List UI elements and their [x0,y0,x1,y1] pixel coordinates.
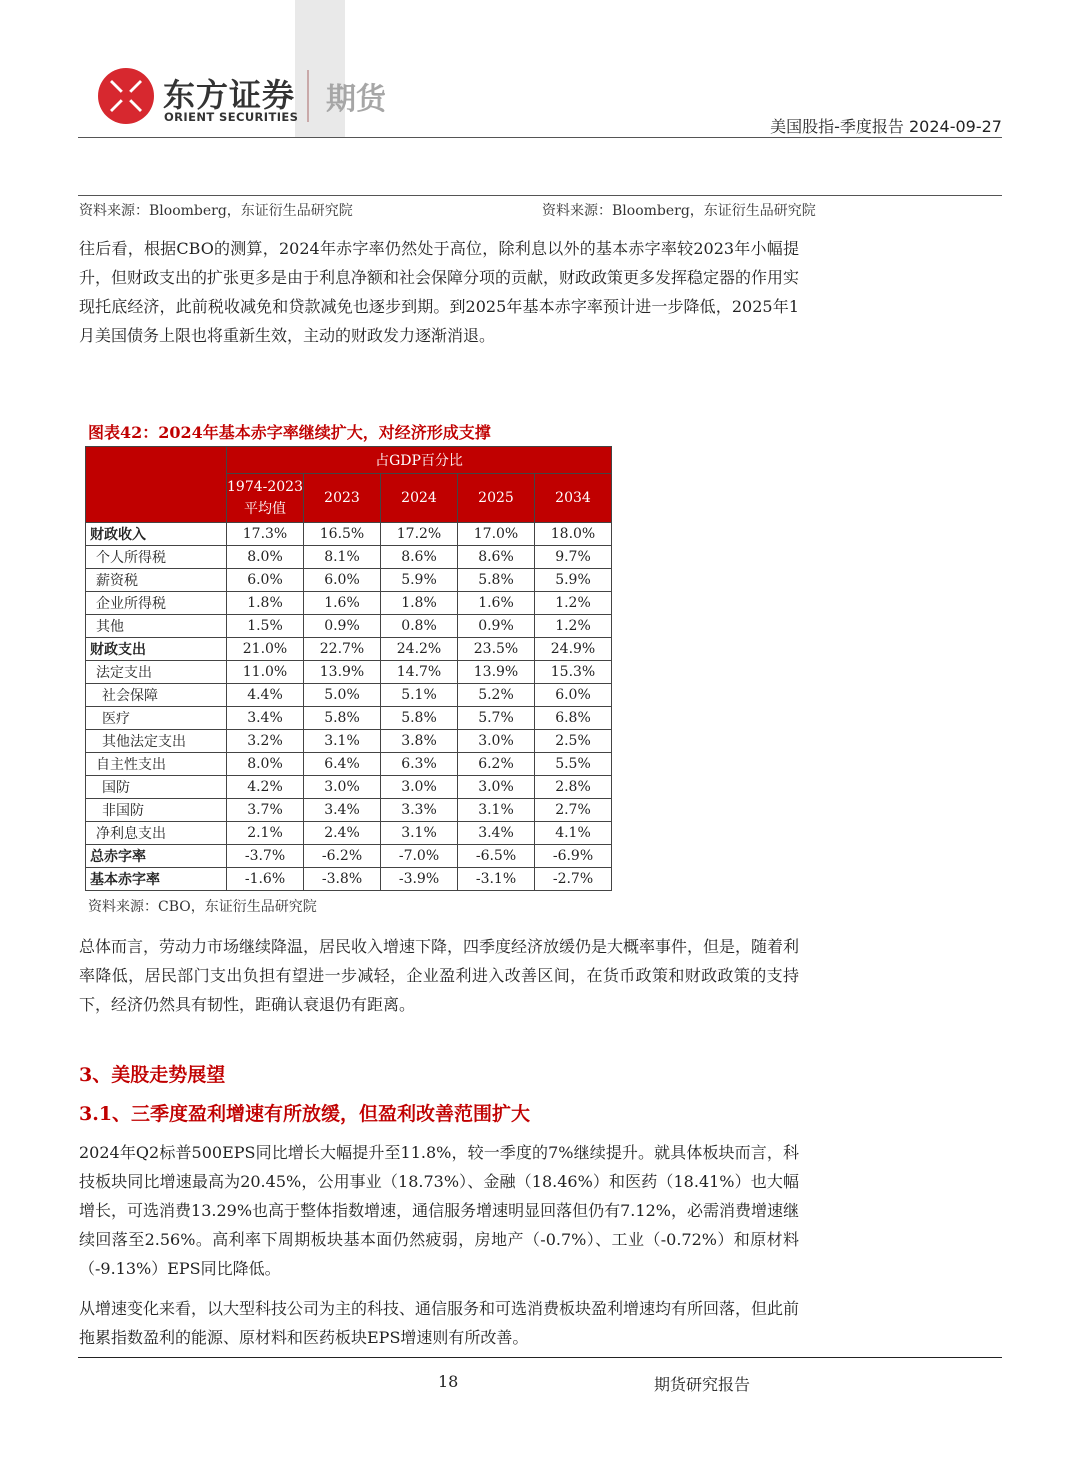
table-row [86,592,612,615]
table-cell: 5.5% [535,753,612,776]
fiscal-table [85,446,612,891]
paragraph-eps-growth: 2024年Q2标普500EPS同比增长大幅提升至11.8%，较一季度的7%继续提升。就具体板块而言，科技板块同比增速最高为20.45%，公用事业（18.73%）、金融（18.46%）和医药（18.41%）也大幅增长，可选消费13.29%也高于整体指数增速，通信服务增速明显回落但仍有7.12%，必需消费增速继续回落至2.56%。高利率下周期板块基本面仍然疲弱，房地产（-0.7%）、工业（-0.72%）和原材料（-9.13%）EPS同比降低。 [79,1143,799,1278]
table-group-header: 占GDP百分比 [227,447,612,474]
table-row [86,776,612,799]
table-cell: 15.3% [535,661,612,684]
table-cell: 14.7% [381,661,458,684]
table-cell: 6.2% [458,753,535,776]
footer-rule [78,1357,1002,1358]
report-title: 美国股指-季度报告 2024-09-27 [770,117,1002,136]
table-cell: 22.7% [304,638,381,661]
table-source-note: 资料来源：CBO，东证衍生品研究院 [88,899,317,915]
table-cell: 21.0% [227,638,304,661]
table-cell: 8.0% [227,546,304,569]
table-cell: -3.1% [458,868,535,891]
table-row [86,523,612,546]
table-cell: 2.1% [227,822,304,845]
table-cell: 6.8% [535,707,612,730]
table-cell: 8.0% [227,753,304,776]
table-row-label: 薪资税 [86,569,227,592]
subsection-heading: 3.1、三季度盈利增速有所放缓，但盈利改善范围扩大 [79,1103,531,1125]
table-cell: 3.1% [381,822,458,845]
table-cell: 5.9% [535,569,612,592]
table-cell: -3.7% [227,845,304,868]
table-cell: 3.0% [381,776,458,799]
table-row-label: 个人所得税 [86,546,227,569]
table-row-label: 国防 [86,776,227,799]
table-row [86,546,612,569]
table-row [86,799,612,822]
table-cell: -6.9% [535,845,612,868]
table-row [86,707,612,730]
table-column-header: 2023 [304,474,381,523]
table-cell: 4.4% [227,684,304,707]
page-number: 18 [438,1372,459,1391]
table-row-label: 医疗 [86,707,227,730]
table-cell: -7.0% [381,845,458,868]
table-cell: 13.9% [304,661,381,684]
brand-name-cn: 东方证券 [163,76,296,114]
table-cell: 3.0% [458,776,535,799]
table-cell: 4.1% [535,822,612,845]
table-body [86,523,612,891]
table-cell: 6.3% [381,753,458,776]
table-row-label: 企业所得税 [86,592,227,615]
brand-name-en: ORIENT SECURITIES [164,110,299,124]
table-row [86,615,612,638]
table-cell: -3.8% [304,868,381,891]
table-cell: 6.4% [304,753,381,776]
table-row-label: 其他法定支出 [86,730,227,753]
table-cell: 5.8% [304,707,381,730]
table-cell: 5.1% [381,684,458,707]
table-cell: 2.7% [535,799,612,822]
table-cell: 13.9% [458,661,535,684]
table-cell: 0.9% [458,615,535,638]
table-cell: 3.1% [304,730,381,753]
figure-title: 图表42：2024年基本赤字率继续扩大，对经济形成支撑 [88,423,491,442]
table-cell: 1.2% [535,592,612,615]
table-cell: 23.5% [458,638,535,661]
table-cell: 17.2% [381,523,458,546]
orient-securities-logo-icon [96,66,156,126]
table-row [86,730,612,753]
brand-divider [307,70,309,122]
table-cell: -2.7% [535,868,612,891]
table-row-label: 社会保障 [86,684,227,707]
table-column-header: 2034 [535,474,612,523]
table-cell: 8.6% [381,546,458,569]
table-column-header: 2025 [458,474,535,523]
table-cell: 3.1% [458,799,535,822]
table-cell: 1.2% [535,615,612,638]
table-cell: 9.7% [535,546,612,569]
table-cell: 3.2% [227,730,304,753]
table-row [86,868,612,891]
table-row [86,753,612,776]
paragraph-growth-change: 从增速变化来看，以大型科技公司为主的科技、通信服务和可选消费板块盈利增速均有所回落，但此前拖累指数盈利的能源、原材料和医药板块EPS增速则有所改善。 [79,1299,800,1347]
paragraph-fiscal-outlook: 往后看，根据CBO的测算，2024年赤字率仍然处于高位，除利息以外的基本赤字率较2023年小幅提升，但财政支出的扩张更多是由于利息净额和社会保障分项的贡献，财政政策更多发挥稳定器的作用实现托底经济，此前税收减免和贷款减免也逐步到期。到2025年基本赤字率预计进一步降低，2025年1月美国债务上限也将重新生效，主动的财政发力逐渐消退。 [79,239,800,345]
table-row-label: 基本赤字率 [86,868,227,891]
source-note-right: 资料来源：Bloomberg，东证衍生品研究院 [542,203,816,219]
table-row [86,569,612,592]
table-cell: 2.5% [535,730,612,753]
brand-subtitle: 期货 [326,82,386,117]
table-row [86,638,612,661]
table-cell: -1.6% [227,868,304,891]
table-cell: 3.7% [227,799,304,822]
table-cell: 24.2% [381,638,458,661]
table-corner-header [86,447,227,523]
table-cell: 5.7% [458,707,535,730]
table-cell: 6.0% [227,569,304,592]
source-rule [78,195,1002,196]
header-rule [78,137,1002,138]
table-row-label: 自主性支出 [86,753,227,776]
table-row [86,845,612,868]
table-cell: 6.0% [535,684,612,707]
table-cell: 17.0% [458,523,535,546]
table-cell: -6.5% [458,845,535,868]
table-cell: 3.4% [304,799,381,822]
table-cell: 5.8% [458,569,535,592]
table-cell: 5.9% [381,569,458,592]
table-cell: 1.6% [304,592,381,615]
table-cell: 1.8% [381,592,458,615]
table-row [86,661,612,684]
table-cell: 5.0% [304,684,381,707]
table-cell: 11.0% [227,661,304,684]
table-cell: 1.6% [458,592,535,615]
footer-label: 期货研究报告 [654,1375,751,1394]
table-cell: 17.3% [227,523,304,546]
table-cell: 2.4% [304,822,381,845]
table-cell: -6.2% [304,845,381,868]
table-cell: 6.0% [304,569,381,592]
table-cell: 24.9% [535,638,612,661]
table-cell: 1.8% [227,592,304,615]
source-note-left: 资料来源：Bloomberg，东证衍生品研究院 [79,203,353,219]
table-row [86,684,612,707]
table-row-label: 法定支出 [86,661,227,684]
table-cell: 8.1% [304,546,381,569]
section-heading: 3、美股走势展望 [79,1064,226,1086]
table-column-header: 2024 [381,474,458,523]
table-cell: 3.4% [227,707,304,730]
table-row-label: 净利息支出 [86,822,227,845]
table-cell: 5.2% [458,684,535,707]
table-column-header: 1974-2023 平均值 [227,474,304,523]
table-row-label: 财政支出 [86,638,227,661]
table-cell: 3.4% [458,822,535,845]
table-cell: -3.9% [381,868,458,891]
table-cell: 1.5% [227,615,304,638]
table-cell: 0.9% [304,615,381,638]
table-cell: 8.6% [458,546,535,569]
table-row-label: 非国防 [86,799,227,822]
paragraph-summary: 总体而言，劳动力市场继续降温，居民收入增速下降，四季度经济放缓仍是大概率事件，但是，随着利率降低，居民部门支出负担有望进一步减轻，企业盈利进入改善区间，在货币政策和财政政策的支持下，经济仍然具有韧性，距确认衰退仍有距离。 [79,937,800,1014]
table-cell: 4.2% [227,776,304,799]
table-cell: 3.0% [304,776,381,799]
table-row [86,822,612,845]
table-row-label: 其他 [86,615,227,638]
table-row-label: 总赤字率 [86,845,227,868]
table-cell: 5.8% [381,707,458,730]
table-row-label: 财政收入 [86,523,227,546]
table-cell: 3.0% [458,730,535,753]
table-cell: 3.3% [381,799,458,822]
table-cell: 16.5% [304,523,381,546]
table-cell: 2.8% [535,776,612,799]
table-cell: 3.8% [381,730,458,753]
table-cell: 18.0% [535,523,612,546]
table-cell: 0.8% [381,615,458,638]
